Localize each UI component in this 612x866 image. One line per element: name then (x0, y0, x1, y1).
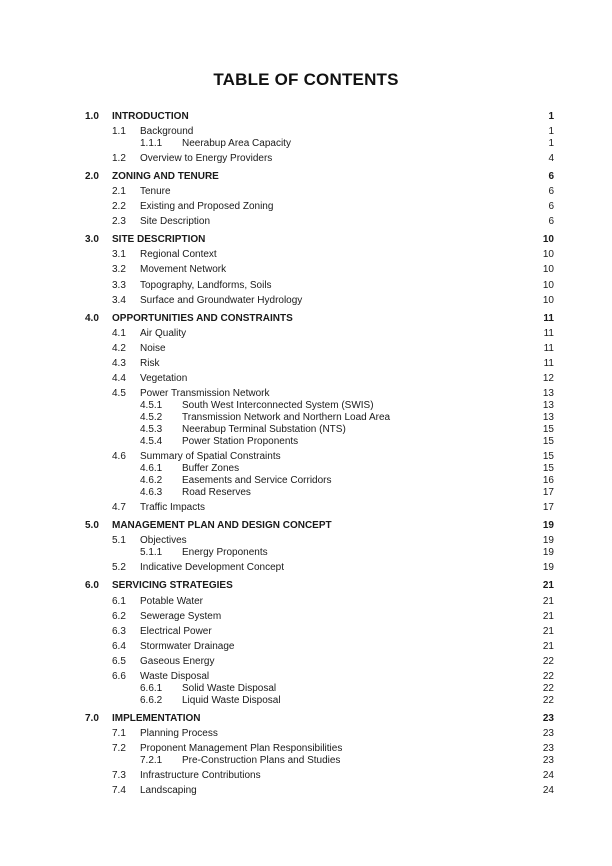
section-title: Neerabup Area Capacity (182, 138, 291, 149)
section-number: 7.3 (112, 770, 126, 781)
section-title: Air Quality (140, 328, 187, 339)
page-number: 19 (542, 562, 554, 573)
page-number: 22 (542, 656, 554, 667)
section-number: 4.5.2 (140, 412, 163, 423)
section-number: 4.3 (112, 358, 126, 369)
page-number: 6 (548, 216, 554, 227)
section-number: 4.4 (112, 373, 126, 384)
toc-entry-5-2 (0, 561, 612, 575)
toc-entry-4-3 (0, 357, 612, 371)
section-number: 2.0 (85, 171, 99, 182)
page-number: 15 (542, 424, 554, 435)
section-title: Potable Water (140, 596, 203, 607)
page-number: 6 (548, 171, 554, 182)
page-number: 10 (542, 249, 554, 260)
section-title: Solid Waste Disposal (182, 683, 277, 694)
section-title: Traffic Impacts (140, 502, 206, 513)
section-number: 4.0 (85, 313, 99, 324)
toc-entry-3-1 (0, 248, 612, 262)
section-number: 6.6.2 (140, 695, 163, 706)
toc-entry-7-1 (0, 727, 612, 741)
page-number: 1 (548, 138, 554, 149)
section-number: 1.0 (85, 111, 99, 122)
toc-entry-5-0 (0, 519, 612, 533)
section-title: Waste Disposal (140, 671, 210, 682)
page-number: 15 (542, 463, 554, 474)
toc-entry-2-0 (0, 170, 612, 184)
page-number: 6 (548, 186, 554, 197)
page-number: 10 (542, 234, 554, 245)
toc-entry-2-3 (0, 215, 612, 229)
page-number: 13 (542, 400, 554, 411)
page-number: 13 (542, 388, 554, 399)
section-title: Regional Context (140, 249, 217, 260)
toc-entry-7-0 (0, 712, 612, 726)
section-number: 6.0 (85, 580, 99, 591)
section-title: Pre-Construction Plans and Studies (182, 755, 341, 766)
section-number: 7.1 (112, 728, 126, 739)
section-number: 6.1 (112, 596, 126, 607)
section-title: Road Reserves (182, 487, 251, 498)
toc-entry-6-6-2 (0, 694, 612, 708)
toc-entry-4-2 (0, 342, 612, 356)
section-number: 1.2 (112, 153, 126, 164)
section-number: 1.1.1 (140, 138, 163, 149)
page-number: 11 (543, 358, 554, 369)
section-number: 6.5 (112, 656, 126, 667)
page-number: 23 (542, 713, 554, 724)
section-number: 5.1.1 (140, 547, 163, 558)
section-title: Landscaping (140, 785, 197, 796)
section-number: 5.0 (85, 520, 99, 531)
section-title: Topography, Landforms, Soils (140, 280, 272, 291)
section-number: 6.3 (112, 626, 126, 637)
toc-entry-7-2-1 (0, 754, 612, 768)
page-number: 23 (542, 743, 554, 754)
section-title: Gaseous Energy (140, 656, 215, 667)
section-number: 5.1 (112, 535, 126, 546)
toc-entry-4-4 (0, 372, 612, 386)
section-title: Proponent Management Plan Responsibilities (140, 743, 343, 754)
section-title: Site Description (140, 216, 211, 227)
page-number: 21 (542, 580, 554, 591)
section-number: 6.6.1 (140, 683, 163, 694)
toc-entry-6-4 (0, 640, 612, 654)
page-number: 10 (542, 280, 554, 291)
page-number: 16 (542, 475, 554, 486)
toc-entry-6-3 (0, 625, 612, 639)
page-number: 22 (542, 695, 554, 706)
section-number: 2.3 (112, 216, 126, 227)
toc-entry-5-1-1 (0, 546, 612, 560)
toc-entry-7-3 (0, 769, 612, 783)
section-title: Infrastructure Contributions (140, 770, 261, 781)
section-number: 7.4 (112, 785, 126, 796)
section-title: Existing and Proposed Zoning (140, 201, 274, 212)
toc-entry-4-7 (0, 501, 612, 515)
page-number: 24 (542, 770, 554, 781)
page-number: 21 (542, 641, 554, 652)
section-number: 3.4 (112, 295, 126, 306)
section-title: Objectives (140, 535, 187, 546)
page-number: 19 (542, 547, 554, 558)
page-number: 19 (542, 535, 554, 546)
page-number: 22 (542, 671, 554, 682)
page-number: 15 (542, 436, 554, 447)
section-number: 3.0 (85, 234, 99, 245)
section-number: 4.7 (112, 502, 126, 513)
page-number: 21 (542, 596, 554, 607)
section-number: 7.2.1 (140, 755, 163, 766)
section-number: 6.6 (112, 671, 126, 682)
section-title: IMPLEMENTATION (112, 713, 201, 724)
toc-entry-4-0 (0, 312, 612, 326)
page-number: 10 (542, 295, 554, 306)
page-number: 10 (542, 264, 554, 275)
page-number: 19 (542, 520, 554, 531)
section-title: Sewerage System (140, 611, 222, 622)
page-number: 1 (548, 111, 554, 122)
section-number: 4.2 (112, 343, 126, 354)
toc-entry-4-1 (0, 327, 612, 341)
toc-entry-3-3 (0, 279, 612, 293)
page-number: 15 (542, 451, 554, 462)
page-title: TABLE OF CONTENTS (213, 70, 399, 89)
section-number: 4.6.1 (140, 463, 163, 474)
toc-entry-2-2 (0, 200, 612, 214)
page-number: 23 (542, 728, 554, 739)
page-number: 22 (542, 683, 554, 694)
section-number: 3.2 (112, 264, 126, 275)
section-number: 3.3 (112, 280, 126, 291)
page-number: 4 (548, 153, 554, 164)
section-title: Liquid Waste Disposal (182, 695, 281, 706)
section-title: Easements and Service Corridors (182, 475, 332, 486)
section-title: Neerabup Terminal Substation (NTS) (182, 424, 346, 435)
toc-entry-3-0 (0, 233, 612, 247)
toc-entry-6-5 (0, 655, 612, 669)
toc-entry-1-2 (0, 152, 612, 166)
page-number: 11 (543, 343, 554, 354)
section-title: SERVICING STRATEGIES (112, 580, 233, 591)
section-title: Stormwater Drainage (140, 641, 235, 652)
section-title: Background (140, 126, 194, 137)
section-number: 2.1 (112, 186, 126, 197)
section-title: Power Transmission Network (140, 388, 270, 399)
section-title: Summary of Spatial Constraints (140, 451, 281, 462)
section-title: South West Interconnected System (SWIS) (182, 400, 374, 411)
section-number: 7.0 (85, 713, 99, 724)
section-title: Electrical Power (140, 626, 212, 637)
section-title: Planning Process (140, 728, 218, 739)
toc-entry-4-5-4 (0, 435, 612, 449)
page-number: 17 (542, 502, 554, 513)
section-number: 7.2 (112, 743, 126, 754)
page-number: 11 (543, 313, 554, 324)
section-number: 3.1 (112, 249, 126, 260)
section-number: 6.2 (112, 611, 126, 622)
page-number: 12 (542, 373, 554, 384)
toc-entry-6-2 (0, 610, 612, 624)
section-title: INTRODUCTION (112, 111, 189, 122)
section-number: 1.1 (112, 126, 126, 137)
section-title: OPPORTUNITIES AND CONSTRAINTS (112, 313, 293, 324)
section-number: 4.5.3 (140, 424, 163, 435)
section-title: Overview to Energy Providers (140, 153, 273, 164)
page-number: 17 (542, 487, 554, 498)
section-title: Indicative Development Concept (140, 562, 284, 573)
section-title: MANAGEMENT PLAN AND DESIGN CONCEPT (112, 520, 332, 531)
section-title: Movement Network (140, 264, 227, 275)
section-title: Buffer Zones (182, 463, 240, 474)
toc-entry-2-1 (0, 185, 612, 199)
section-title: Risk (140, 358, 160, 369)
section-number: 4.1 (112, 328, 126, 339)
page-number: 21 (542, 611, 554, 622)
page-number: 21 (542, 626, 554, 637)
section-number: 4.5.4 (140, 436, 163, 447)
section-title: Transmission Network and Northern Load Area (182, 412, 391, 423)
section-number: 4.5.1 (140, 400, 163, 411)
page-number: 24 (542, 785, 554, 796)
section-number: 6.4 (112, 641, 126, 652)
toc-entry-1-0 (0, 110, 612, 124)
section-number: 4.6.3 (140, 487, 163, 498)
section-title: Power Station Proponents (182, 436, 299, 447)
page-number: 13 (542, 412, 554, 423)
toc-entry-6-0 (0, 579, 612, 593)
section-number: 4.6 (112, 451, 126, 462)
section-title: SITE DESCRIPTION (112, 234, 206, 245)
page-number: 6 (548, 201, 554, 212)
toc-entry-7-4 (0, 784, 612, 798)
section-number: 2.2 (112, 201, 126, 212)
page-number: 1 (548, 126, 554, 137)
toc-entry-3-2 (0, 263, 612, 277)
section-title: Noise (140, 343, 166, 354)
section-title: Energy Proponents (182, 547, 268, 558)
toc-entry-4-6-3 (0, 486, 612, 500)
page-number: 11 (543, 328, 554, 339)
section-number: 4.6.2 (140, 475, 163, 486)
page-number: 23 (542, 755, 554, 766)
toc-entry-1-1-1 (0, 137, 612, 151)
section-number: 4.5 (112, 388, 126, 399)
section-title: ZONING AND TENURE (112, 171, 219, 182)
toc-entry-6-1 (0, 595, 612, 609)
section-title: Surface and Groundwater Hydrology (140, 295, 303, 306)
section-title: Tenure (140, 186, 171, 197)
toc-entry-3-4 (0, 294, 612, 308)
section-number: 5.2 (112, 562, 126, 573)
section-title: Vegetation (140, 373, 188, 384)
